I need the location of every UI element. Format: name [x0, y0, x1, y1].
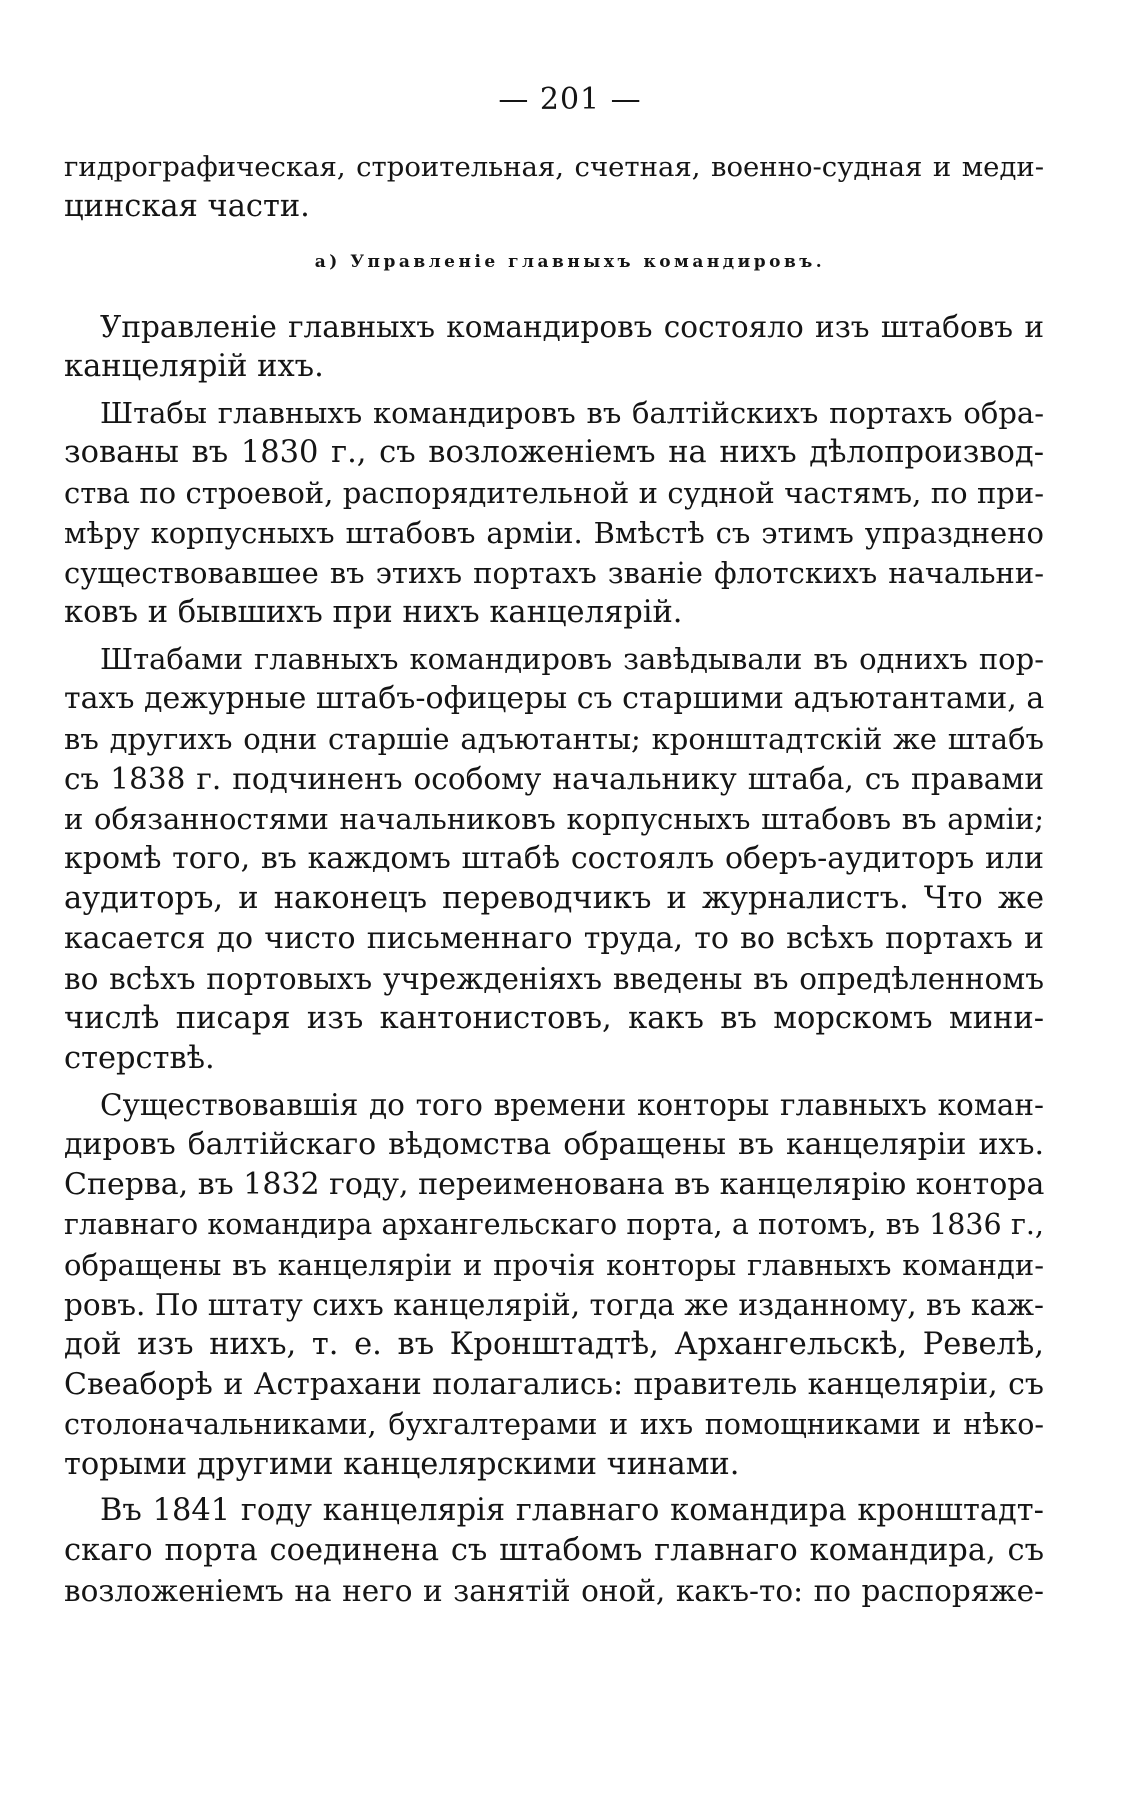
- text-line: Управленіе главныхъ командировъ состояло изъ штабовъ и: [100, 310, 1044, 344]
- text-line: Сперва, въ 1832 году, переименована въ канцелярію контора: [64, 1167, 1045, 1202]
- text-line: существовавшее въ этихъ портахъ званіе флотскихъ начальни-: [64, 556, 1044, 590]
- body-text: [64, 307, 1044, 1617]
- text-line: гидрографическая, строительная, счетная, военно-судная и меди-: [64, 151, 1044, 183]
- text-line: цинская части.: [64, 189, 310, 224]
- page-number: — 201 —: [498, 82, 642, 117]
- text-line: тахъ дежурные штабъ-офицеры съ старшими адъютантами, а: [64, 681, 1045, 716]
- text-line: дировъ балтійскаго вѣдомства обращены въ канцеляріи ихъ.: [64, 1127, 1044, 1162]
- text-line: Штабы главныхъ командировъ въ балтійскихъ портахъ обра-: [100, 396, 1044, 430]
- text-line: скаго порта соединена съ штабомъ главнаго командира, съ: [64, 1533, 1044, 1568]
- text-line: въ другихъ одни старшіе адъютанты; кронштадтскій же штабъ: [64, 722, 1044, 756]
- text-line: и обязанностями начальниковъ корпусныхъ штабовъ въ арміи;: [64, 802, 1044, 836]
- text-line: Свеаборѣ и Астрахани полагались: правитель канцеляріи, съ: [64, 1367, 1044, 1402]
- text-line: столоначальниками, бухгалтерами и ихъ помощниками и нѣко-: [64, 1408, 1044, 1441]
- text-line: кромѣ того, въ каждомъ штабѣ состоялъ оберъ-аудиторъ или: [64, 841, 1044, 876]
- text-line: Штабами главныхъ командировъ завѣдывали въ однихъ пор-: [100, 642, 1044, 676]
- text-line: Существовавшія до того времени конторы главныхъ коман-: [100, 1088, 1044, 1122]
- paragraph: [64, 1491, 1044, 1611]
- text-line: возложеніемъ на него и занятій оной, какъ-то: по распоряже-: [64, 1574, 1044, 1608]
- text-line: касается до чисто письменнаго труда, то во всѣхъ портахъ и: [64, 921, 1044, 956]
- text-line: Въ 1841 году канцелярія главнаго командира кронштадт-: [100, 1493, 1044, 1528]
- paragraph: [64, 393, 1044, 633]
- text-line: зованы въ 1830 г., съ возложеніемъ на нихъ дѣлопроизвод-: [64, 435, 1044, 470]
- text-line: ровъ. По штату сихъ канцелярій, тогда же изданному, въ каж-: [64, 1288, 1044, 1322]
- text-line: ства по строевой, распорядительной и судной частямъ, по при-: [64, 476, 1044, 510]
- text-line: числѣ писаря изъ кантонистовъ, какъ въ морскомъ мини-: [64, 1001, 1044, 1036]
- intro-text: [64, 147, 1044, 227]
- text-line: торыми другими канцелярскими чинами.: [64, 1447, 740, 1482]
- paragraph: [64, 307, 1044, 387]
- text-line: мѣру корпусныхъ штабовъ арміи. Вмѣстѣ съ этимъ упразднено: [64, 516, 1044, 550]
- text-line: обращены въ канцеляріи и прочія конторы главныхъ команди-: [64, 1248, 1044, 1282]
- text-line: канцелярій ихъ.: [64, 349, 324, 384]
- text-line: ковъ и бывшихъ при нихъ канцелярій.: [64, 595, 683, 630]
- text-line: аудиторъ, и наконецъ переводчикъ и журналистъ. Что же: [64, 881, 1044, 916]
- section-heading: а) Управленіе главныхъ командировъ.: [314, 252, 826, 272]
- text-line: во всѣхъ портовыхъ учрежденіяхъ введены въ опредѣленномъ: [64, 962, 1044, 996]
- paragraph: [64, 1085, 1044, 1485]
- paragraph: [64, 639, 1044, 1079]
- text-line: стерствѣ.: [64, 1041, 215, 1076]
- text-line: съ 1838 г. подчиненъ особому начальнику штаба, съ правами: [64, 762, 1044, 796]
- text-line: главнаго командира архангельскаго порта, а потомъ, въ 1836 г.,: [64, 1208, 1044, 1241]
- text-line: дой изъ нихъ, т. е. въ Кронштадтѣ, Архангельскѣ, Ревелѣ,: [64, 1327, 1044, 1362]
